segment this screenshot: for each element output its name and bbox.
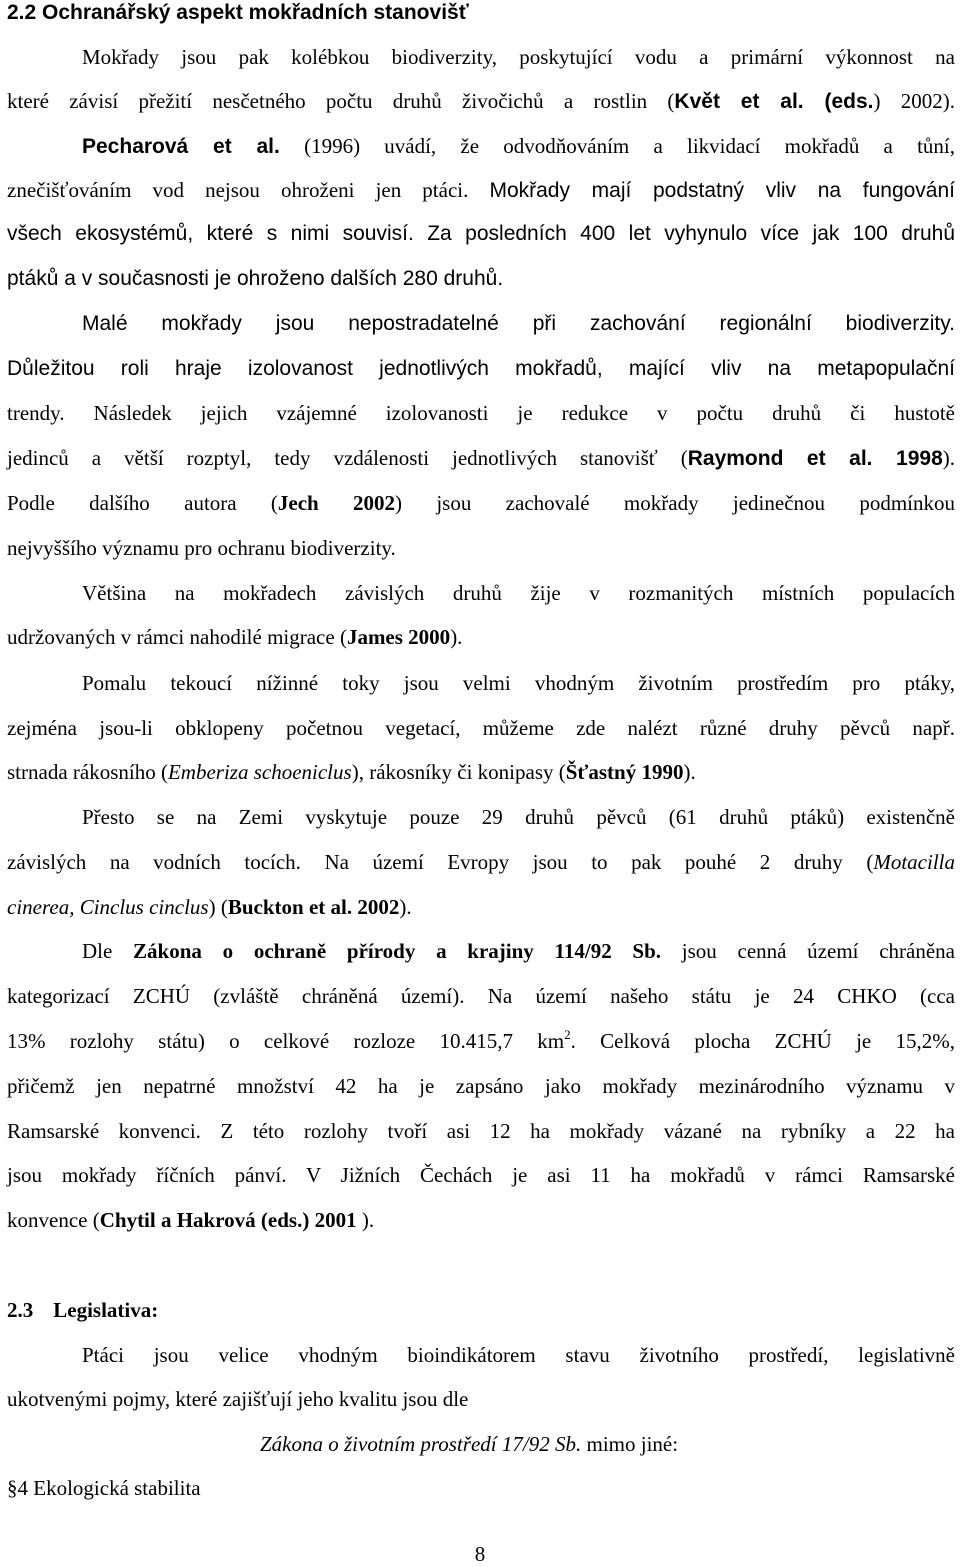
- paragraph-1-line-3: Pecharová et al. (1996) uvádí, že odvodňováním a likvidací mokřadů a tůní,: [82, 134, 956, 158]
- paragraph-1-line-2: které závisí přežití nesčetného počtu druhů živočichů a rostlin (Květ et al. (eds.) 2002).: [7, 89, 955, 113]
- paragraph-6-line-5: Ramsarské konvenci. Z této rozlohy tvoří asi 12 ha mokřady vázané na rybníky a 22 ha: [7, 1119, 955, 1143]
- species-name: Emberiza schoeniclus: [167, 760, 352, 784]
- paragraph-6-line-7: konvence (Chytil a Hakrová (eds.) 2001 ).: [7, 1208, 375, 1232]
- citation: Chytil a Hakrová (eds.) 2001: [99, 1208, 357, 1232]
- citation: Pecharová et al.: [82, 135, 280, 158]
- paragraph-1-line-6: ptáků a v současnosti je ohroženo dalších 280 druhů.: [7, 267, 504, 290]
- paragraph-7-line-2: ukotvenými pojmy, které zajišťují jeho kvalitu jsou dle: [7, 1387, 469, 1411]
- law-reference: Zákona o ochraně přírody a krajiny 114/92 Sb.: [133, 939, 662, 963]
- paragraph-7-line-1: Ptáci jsou velice vhodným bioindikátorem stavu životního prostředí, legislativně: [82, 1343, 955, 1367]
- species-name: cinerea, Cinclus cinclus: [7, 895, 209, 919]
- paragraph-2-line-6: nejvyššího významu pro ochranu biodiverzity.: [7, 536, 396, 560]
- citation: Květ et al. (eds.: [674, 90, 874, 113]
- citation: Jech 2002: [277, 491, 396, 515]
- paragraph-7-line-3: Zákona o životním prostředí 17/92 Sb. mimo jiné:: [260, 1432, 679, 1456]
- paragraph-6-line-1: Dle Zákona o ochraně přírody a krajiny 114/92 Sb. jsou cenná území chráněna: [82, 939, 955, 963]
- paragraph-2-line-4: jedinců a větší rozptyl, tedy vzdálenosti jednotlivých stanovišť (Raymond et al. 1998).: [7, 446, 955, 470]
- citation: Buckton et al. 2002: [227, 895, 400, 919]
- page-number: 8: [474, 1542, 486, 1566]
- paragraph-6-line-2: kategorizací ZCHÚ (zvláště chráněná území). Na území našeho státu je 24 CHKO (cca: [7, 984, 955, 1008]
- paragraph-5-line-3: cinerea, Cinclus cinclus) (Buckton et al. 2002).: [7, 895, 412, 919]
- paragraph-7-line-4: §4 Ekologická stabilita: [7, 1476, 201, 1500]
- section-heading-2-2: 2.2 Ochranářský aspekt mokřadních stanovišť: [7, 1, 469, 24]
- citation: James 2000: [346, 625, 451, 649]
- paragraph-5-line-1: Přesto se na Zemi vyskytuje pouze 29 druhů pěvců (61 druhů ptáků) existenčně: [82, 805, 955, 829]
- paragraph-1-line-5: všech ekosystémů, které s nimi souvisí. Za posledních 400 let vyhynulo více jak 100 druhů: [7, 222, 955, 245]
- paragraph-1-line-4: znečišťováním vod nejsou ohroženi jen ptáci. Mokřady mají podstatný vliv na fungování: [7, 178, 955, 202]
- paragraph-4-line-3: strnada rákosního (Emberiza schoeniclus), rákosníky či konipasy (Šťastný 1990).: [7, 760, 696, 784]
- species-name: Motacilla: [873, 850, 955, 874]
- paragraph-1-line-1: Mokřady jsou pak kolébkou biodiverzity, poskytující vodu a primární výkonnost na: [82, 45, 955, 69]
- section-number: 2.3: [7, 1298, 34, 1322]
- paragraph-4-line-2: zejména jsou-li obklopeny početnou vegetací, můžeme zde nalézt různé druhy pěvců např.: [7, 716, 955, 740]
- paragraph-3-line-2: udržovaných v rámci nahodilé migrace (James 2000).: [7, 625, 463, 649]
- paragraph-2-line-1: Malé mokřady jsou nepostradatelné při zachování regionální biodiverzity.: [82, 312, 955, 335]
- paragraph-3-line-1: Většina na mokřadech závislých druhů žije v rozmanitých místních populacích: [82, 581, 955, 605]
- paragraph-2-line-3: trendy. Následek jejich vzájemné izolovanosti je redukce v počtu druhů či hustotě: [7, 401, 955, 425]
- citation: Raymond et al. 1998: [687, 447, 943, 470]
- paragraph-2-line-2: Důležitou roli hraje izolovanost jednotlivých mokřadů, mající vliv na metapopulační: [7, 357, 955, 380]
- law-reference: Zákona o životním prostředí 17/92 Sb.: [260, 1432, 582, 1456]
- paragraph-2-line-5: Podle dalšího autora (Jech 2002) jsou zachovalé mokřady jedinečnou podmínkou: [7, 491, 955, 515]
- section-title: Legislativa:: [53, 1298, 159, 1322]
- paragraph-6-line-3: 13% rozlohy státu) o celkové rozloze 10.415,7 $km^2$. Celková plocha ZCHÚ je 15,2%,: [7, 1027, 956, 1053]
- paragraph-6-line-6: jsou mokřady říčních pánví. V Jižních Čechách je asi 11 ha mokřadů v rámci Ramsarské: [7, 1163, 955, 1187]
- section-heading-2-3: [7, 1295, 955, 1325]
- paragraph-6-line-4: přičemž jen nepatrné množství 42 ha je zapsáno jako mokřady mezinárodního významu v: [7, 1074, 955, 1098]
- paragraph-4-line-1: Pomalu tekoucí nížinné toky jsou velmi vhodným životním prostředím pro ptáky,: [82, 671, 955, 695]
- paragraph-5-line-2: závislých na vodních tocích. Na území Evropy jsou to pak pouhé 2 druhy (Motacilla: [7, 850, 955, 874]
- citation: Šťastný 1990: [565, 760, 684, 784]
